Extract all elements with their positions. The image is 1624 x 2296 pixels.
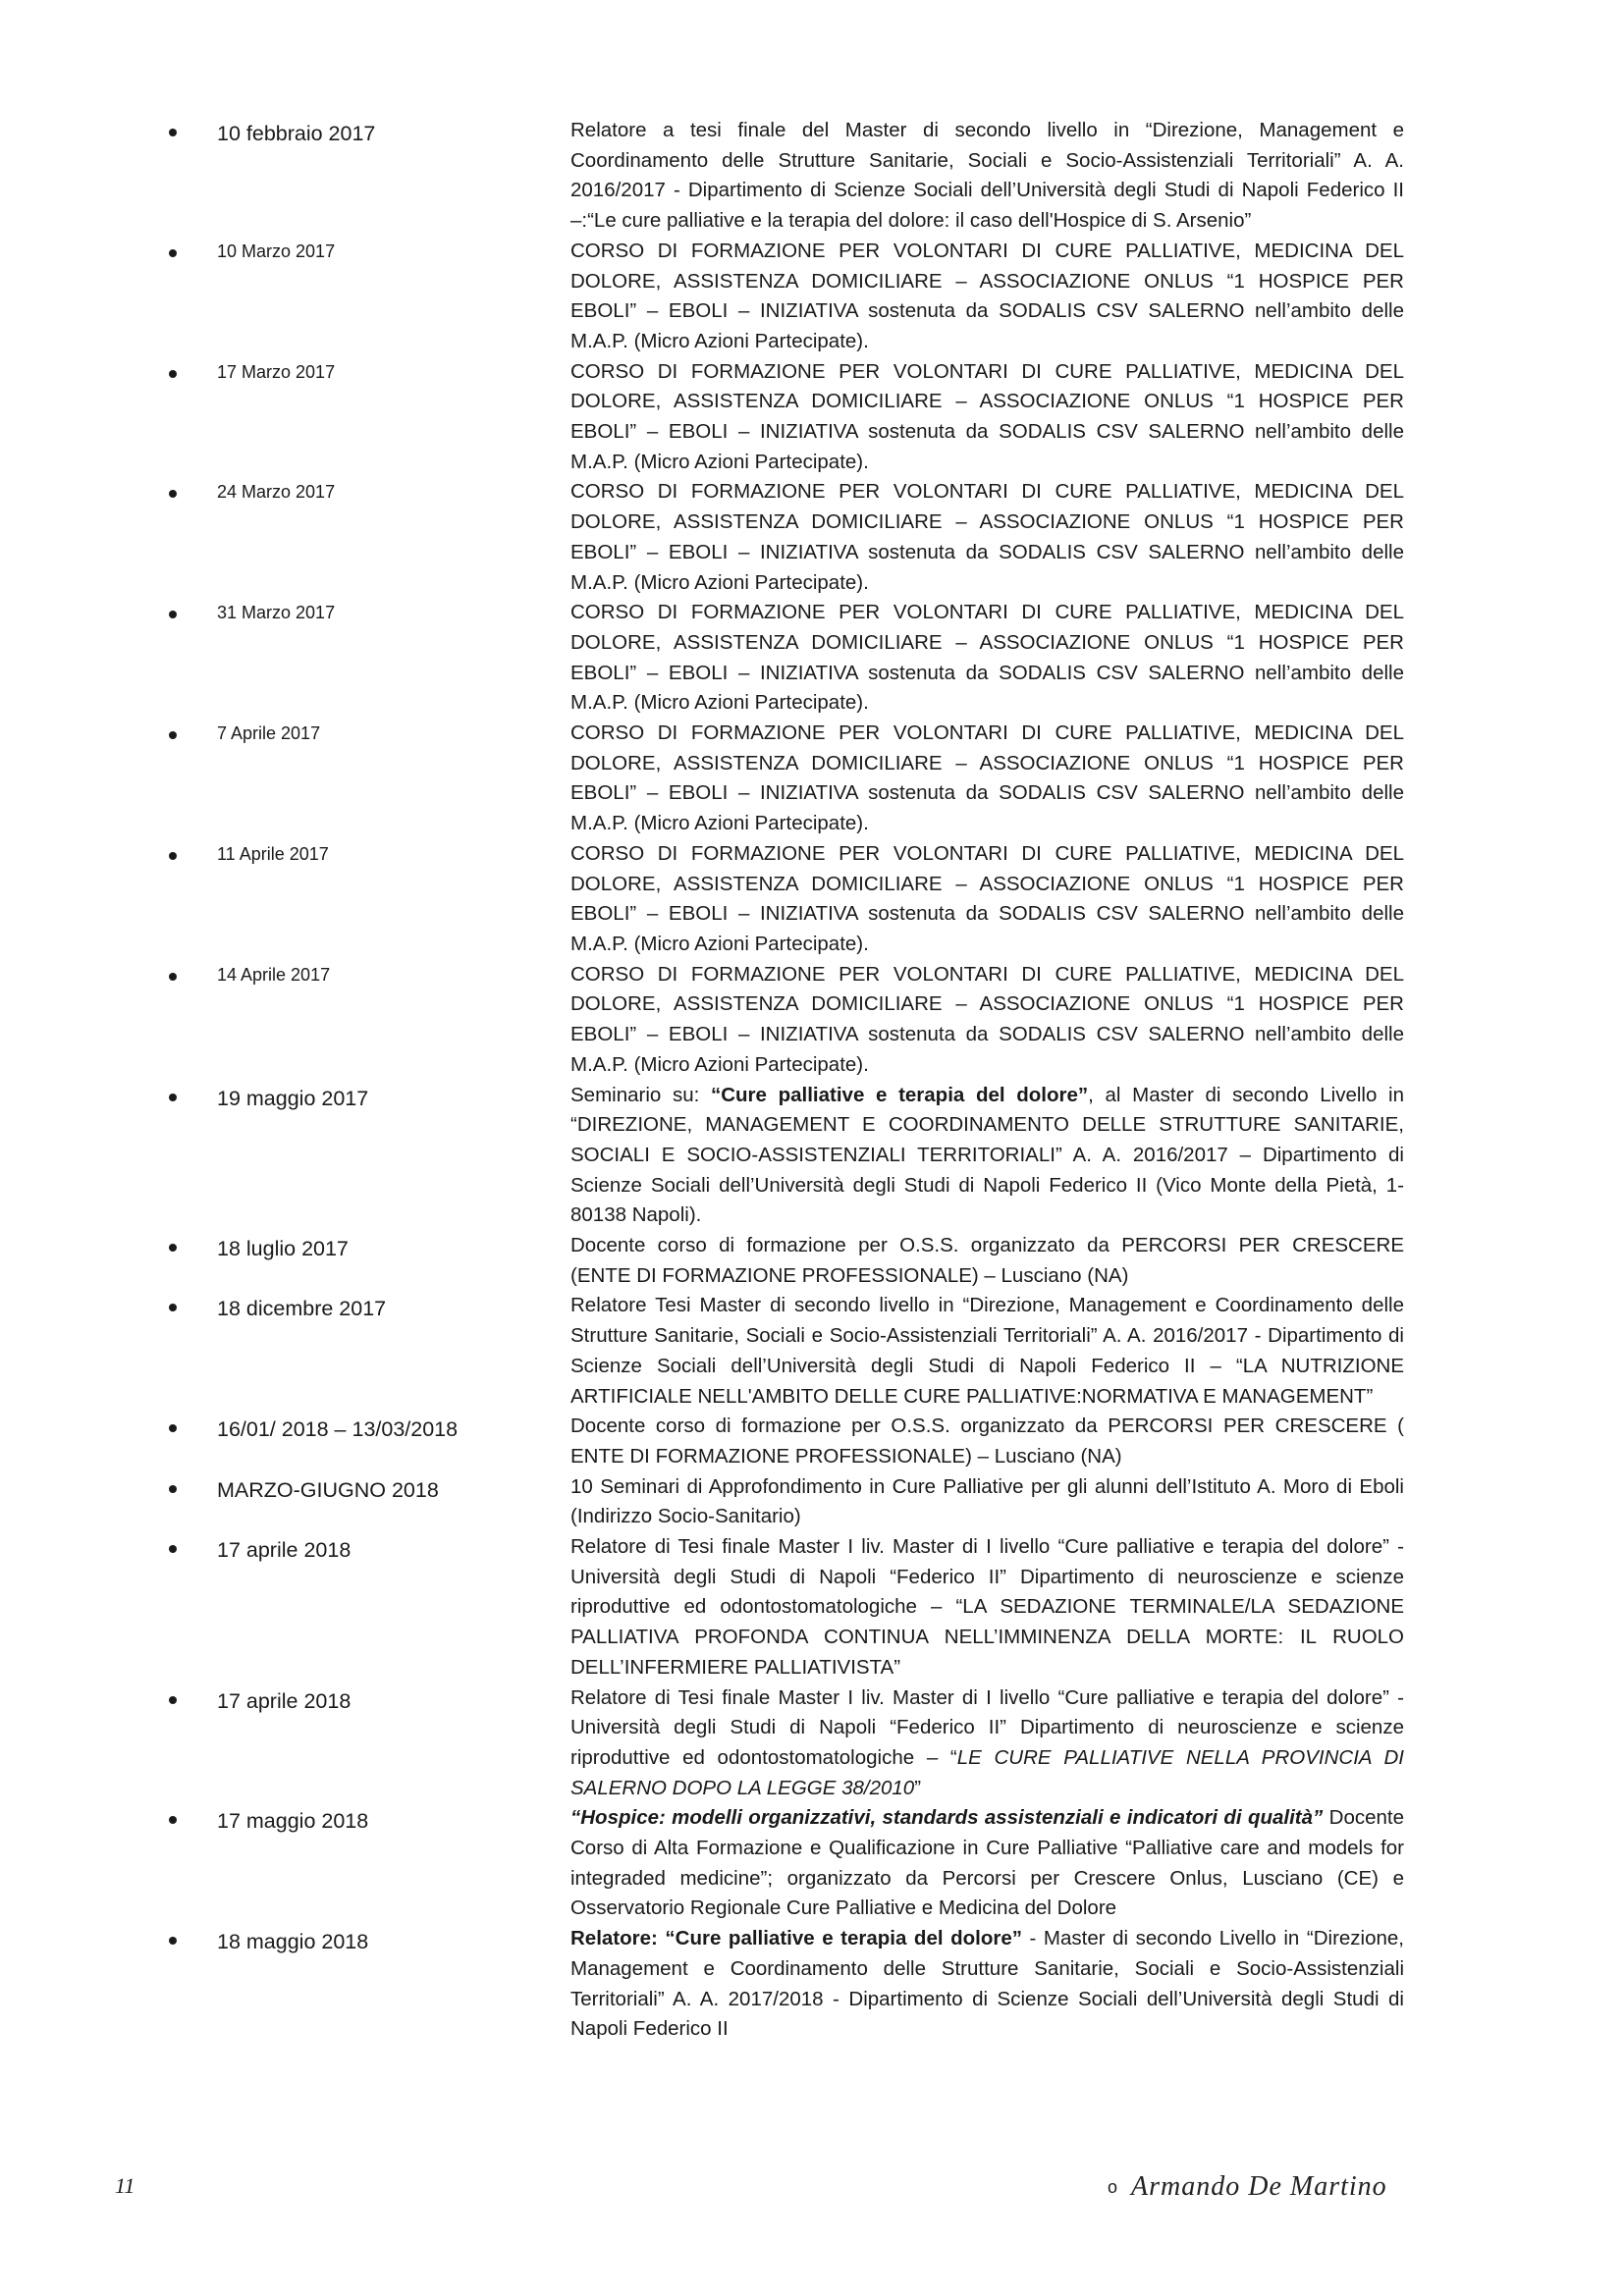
bullet-icon <box>165 719 217 748</box>
entry-date: 14 Aprile 2017 <box>217 964 331 985</box>
description-text: 10 Seminari di Approfondimento in Cure Palliative per gli alunni dell’Istituto A. Moro di Eboli (Indirizzo Socio-Sanitario) <box>570 1474 1404 1528</box>
description-text: “Hospice: modelli organizzativi, standards assistenziali e indicatori di qualità” <box>570 1806 1324 1830</box>
entry-date: 31 Marzo 2017 <box>217 603 336 623</box>
entry-date: 10 Marzo 2017 <box>217 240 336 261</box>
entry-description <box>570 1412 1404 1471</box>
bullet-icon <box>165 1472 217 1502</box>
entry-description <box>570 839 1404 960</box>
handwritten-signature: Armando De Martino <box>1131 2171 1387 2202</box>
entry-description <box>570 598 1404 719</box>
bullet-icon <box>165 839 217 869</box>
entry-description <box>570 237 1404 357</box>
entry-description <box>570 1924 1404 2045</box>
description-text: Relatore: “Cure palliative e terapia del dolore” <box>570 1927 1022 1950</box>
description-text: Docente Corso di Alta Formazione e Qualificazione in Cure Palliative “Palliative care and models for integraded medicine”; organizzato da Percorsi per Crescere Onlus, Lusciano (CE) e Osservatorio Regionale Cure Palliative e Medicina del Dolore <box>570 1806 1404 1920</box>
entry-date: 24 Marzo 2017 <box>217 482 336 503</box>
bullet-icon <box>165 477 217 507</box>
bullet-icon <box>165 1924 217 1953</box>
cv-entry-list <box>165 116 1404 2045</box>
entry-description <box>570 719 1404 839</box>
entry-date: 17 aprile 2018 <box>217 1688 352 1713</box>
entry-description <box>570 1683 1404 1804</box>
entry-description <box>570 1081 1404 1232</box>
cv-entry <box>165 357 1404 478</box>
entry-date: 16/01/ 2018 – 13/03/2018 <box>217 1417 459 1442</box>
bullet-icon <box>165 1291 217 1320</box>
description-text: CORSO DI FORMAZIONE PER VOLONTARI DI CURE PALLIATIVE, MEDICINA DEL DOLORE, ASSISTENZA DOMICILIARE – ASSOCIAZIONE ONLUS “1 HOSPICE PER EBOLI” – EBOLI – INIZIATIVA sostenuta da SODALIS CSV SALERNO nell’ambito delle M.A.P. (Micro Azioni Partecipate). <box>570 239 1404 352</box>
description-text: Seminario su: <box>570 1083 711 1106</box>
description-text: Docente corso di formazione per O.S.S. organizzato da PERCORSI PER CRESCERE ( ENTE DI FORMAZIONE PROFESSIONALE) – Lusciano (NA) <box>570 1415 1404 1468</box>
description-text: ” <box>914 1776 922 1799</box>
bullet-icon <box>165 1231 217 1260</box>
cv-entry <box>165 477 1404 598</box>
bullet-icon <box>165 357 217 387</box>
cv-entry <box>165 1924 1404 2045</box>
bullet-icon <box>165 237 217 266</box>
description-text: Relatore a tesi finale del Master di secondo livello in “Direzione, Management e Coordinamento delle Strutture Sanitarie, Sociali e Socio-Assistenziali Territoriali” A. A. 2016/2017 - Dipartimento di Scienze Sociali dell’Università degli Studi di Napoli Federico II –:“Le cure palliative e la terapia del dolore: il caso dell'Hospice di S. Arsenio” <box>570 119 1404 233</box>
description-text: Relatore di Tesi finale Master I liv. Master di I livello “Cure palliative e terapia del dolore” - Università degli Studi di Napoli “Federico II” Dipartimento di neuroscienze e scienze riproduttive ed odontostomatologiche – “LA SEDAZIONE TERMINALE/LA SEDAZIONE PALLIATIVA PROFONDA CONTINUA NELL’IMMINENZA DELLA MORTE: IL RUOLO DELL’INFERMIERE PALLIATIVISTA” <box>570 1535 1404 1679</box>
entry-description <box>570 477 1404 598</box>
cv-entry <box>165 1803 1404 1924</box>
bullet-icon <box>165 1683 217 1713</box>
description-text: “Cure palliative e terapia del dolore” <box>710 1083 1089 1106</box>
description-text: - Master di secondo Livello in “Direzione, Management e Coordinamento delle Strutture Sanitarie, Sociali e Socio-Assistenziali Territoriali” A. A. 2017/2018 - Dipartimento di Scienze Sociali dell’Università degli Studi di Napoli Federico II <box>570 1927 1404 2041</box>
bullet-icon <box>165 1803 217 1833</box>
cv-entry <box>165 598 1404 719</box>
entry-description <box>570 1291 1404 1412</box>
entry-description <box>570 1472 1404 1532</box>
cv-entry <box>165 1472 1404 1532</box>
entry-date: MARZO-GIUGNO 2018 <box>217 1477 439 1502</box>
bullet-icon <box>165 1532 217 1562</box>
footer-marker: o <box>1108 2176 1118 2197</box>
description-text: CORSO DI FORMAZIONE PER VOLONTARI DI CURE PALLIATIVE, MEDICINA DEL DOLORE, ASSISTENZA DOMICILIARE – ASSOCIAZIONE ONLUS “1 HOSPICE PER EBOLI” – EBOLI – INIZIATIVA sostenuta da SODALIS CSV SALERNO nell’ambito delle M.A.P. (Micro Azioni Partecipate). <box>570 962 1404 1076</box>
description-text: Docente corso di formazione per O.S.S. organizzato da PERCORSI PER CRESCERE (ENTE DI FORMAZIONE PROFESSIONALE) – Lusciano (NA) <box>570 1234 1404 1287</box>
bullet-icon <box>165 116 217 145</box>
entry-date: 7 Aprile 2017 <box>217 723 321 744</box>
page-number: 11 <box>115 2173 135 2198</box>
description-text: CORSO DI FORMAZIONE PER VOLONTARI DI CURE PALLIATIVE, MEDICINA DEL DOLORE, ASSISTENZA DOMICILIARE – ASSOCIAZIONE ONLUS “1 HOSPICE PER EBOLI” – EBOLI – INIZIATIVA sostenuta da SODALIS CSV SALERNO nell’ambito delle M.A.P. (Micro Azioni Partecipate). <box>570 480 1404 594</box>
entry-date: 18 luglio 2017 <box>217 1237 349 1261</box>
entry-date: 17 Marzo 2017 <box>217 361 336 382</box>
entry-date: 10 febbraio 2017 <box>217 122 376 145</box>
description-text: Relatore di Tesi finale Master I liv. Master di I livello “Cure palliative e terapia del dolore” - Università degli Studi di Napoli “Federico II” Dipartimento di neuroscienze e scienze riproduttive ed odontostomatologiche – “ <box>570 1685 1404 1769</box>
cv-entry <box>165 1291 1404 1412</box>
cv-entry <box>165 719 1404 839</box>
footer-signature-block <box>1108 2171 1387 2203</box>
entry-description <box>570 1532 1404 1683</box>
entry-date: 18 maggio 2018 <box>217 1930 369 1954</box>
bullet-icon <box>165 1081 217 1110</box>
entry-description <box>570 1231 1404 1291</box>
entry-description <box>570 1803 1404 1924</box>
entry-description <box>570 960 1404 1081</box>
entry-date: 17 aprile 2018 <box>217 1538 352 1563</box>
cv-entry <box>165 1683 1404 1804</box>
cv-entry <box>165 1231 1404 1291</box>
entry-date: 18 dicembre 2017 <box>217 1297 387 1321</box>
entry-date: 19 maggio 2017 <box>217 1086 369 1110</box>
cv-entry <box>165 1532 1404 1683</box>
bullet-icon <box>165 1412 217 1441</box>
entry-date: 17 maggio 2018 <box>217 1809 369 1834</box>
cv-entry <box>165 1081 1404 1232</box>
entry-description <box>570 357 1404 478</box>
bullet-icon <box>165 960 217 989</box>
description-text: CORSO DI FORMAZIONE PER VOLONTARI DI CURE PALLIATIVE, MEDICINA DEL DOLORE, ASSISTENZA DOMICILIARE – ASSOCIAZIONE ONLUS “1 HOSPICE PER EBOLI” – EBOLI – INIZIATIVA sostenuta da SODALIS CSV SALERNO nell’ambito delle M.A.P. (Micro Azioni Partecipate). <box>570 601 1404 715</box>
description-text: Relatore Tesi Master di secondo livello in “Direzione, Management e Coordinamento delle Strutture Sanitarie, Sociali e Socio-Assistenziali Territoriali” A. A. 2016/2017 - Dipartimento di Scienze Sociali dell’Università degli Studi di Napoli Federico II – “LA NUTRIZIONE ARTIFICIALE NELL'AMBITO DELLE CURE PALLIATIVE:NORMATIVA E MANAGEMENT” <box>570 1294 1404 1408</box>
cv-entry <box>165 1412 1404 1471</box>
cv-entry <box>165 839 1404 960</box>
description-text: , al Master di secondo Livello in “DIREZIONE, MANAGEMENT E COORDINAMENTO DELLE STRUTTURE SANITARIE, SOCIALI E SOCIO-ASSISTENZIALI TERRITORIALI” A. A. 2016/2017 – Dipartimento di Scienze Sociali dell’Università degli Studi di Napoli Federico II (Vico Monte della Pietà, 1-80138 Napoli). <box>570 1083 1404 1227</box>
description-text: LE CURE PALLIATIVE NELLA PROVINCIA DI SALERNO DOPO LA LEGGE 38/2010 <box>570 1745 1404 1799</box>
description-text: CORSO DI FORMAZIONE PER VOLONTARI DI CURE PALLIATIVE, MEDICINA DEL DOLORE, ASSISTENZA DOMICILIARE – ASSOCIAZIONE ONLUS “1 HOSPICE PER EBOLI” – EBOLI – INIZIATIVA sostenuta da SODALIS CSV SALERNO nell’ambito delle M.A.P. (Micro Azioni Partecipate). <box>570 359 1404 473</box>
entry-description <box>570 116 1404 237</box>
description-text: CORSO DI FORMAZIONE PER VOLONTARI DI CURE PALLIATIVE, MEDICINA DEL DOLORE, ASSISTENZA DOMICILIARE – ASSOCIAZIONE ONLUS “1 HOSPICE PER EBOLI” – EBOLI – INIZIATIVA sostenuta da SODALIS CSV SALERNO nell’ambito delle M.A.P. (Micro Azioni Partecipate). <box>570 721 1404 835</box>
entry-date: 11 Aprile 2017 <box>217 843 329 864</box>
cv-entry <box>165 237 1404 357</box>
bullet-icon <box>165 598 217 627</box>
description-text: CORSO DI FORMAZIONE PER VOLONTARI DI CURE PALLIATIVE, MEDICINA DEL DOLORE, ASSISTENZA DOMICILIARE – ASSOCIAZIONE ONLUS “1 HOSPICE PER EBOLI” – EBOLI – INIZIATIVA sostenuta da SODALIS CSV SALERNO nell’ambito delle M.A.P. (Micro Azioni Partecipate). <box>570 841 1404 955</box>
cv-entry <box>165 116 1404 237</box>
cv-entry <box>165 960 1404 1081</box>
